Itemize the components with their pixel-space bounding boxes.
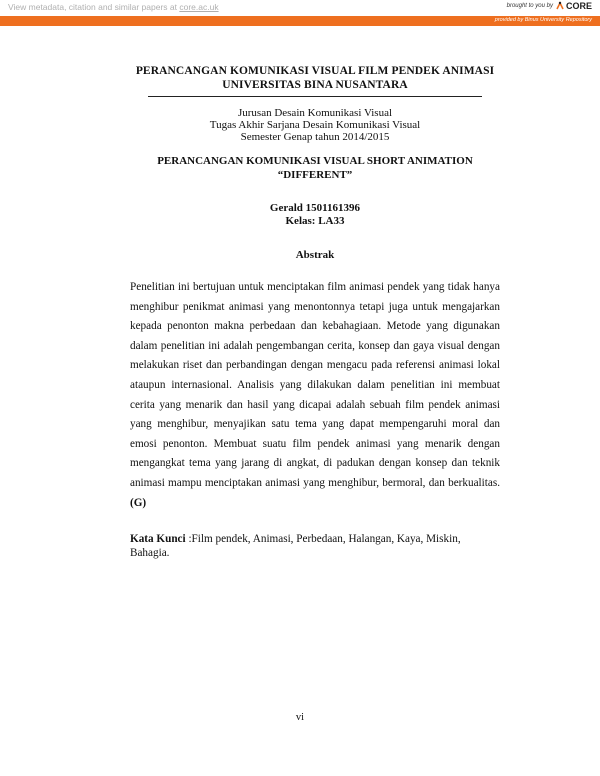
provider-text: provided by Binus University Repository bbox=[494, 17, 592, 23]
keywords bbox=[130, 532, 500, 560]
core-logo[interactable] bbox=[555, 1, 592, 11]
title-divider bbox=[148, 96, 482, 97]
keywords-label: Kata Kunci bbox=[130, 533, 186, 546]
paper-subtitle bbox=[130, 154, 500, 182]
paper-meta bbox=[130, 107, 500, 143]
author-block bbox=[130, 202, 500, 228]
semester-line: Semester Genap tahun 2014/2015 bbox=[240, 131, 390, 143]
provider-bar bbox=[0, 16, 600, 26]
abstract-tag: (G) bbox=[130, 496, 147, 509]
author-class: Kelas: LA33 bbox=[285, 215, 345, 227]
abstract-heading: Abstrak bbox=[295, 249, 335, 261]
brought-to-you-text: brought to you by bbox=[506, 3, 553, 9]
paper-title: PERANCANGAN KOMUNIKASI VISUAL FILM PENDEK ANIMASI UNIVERSITAS BINA NUSANTARA bbox=[135, 65, 495, 91]
abstract-body bbox=[130, 278, 500, 513]
subtitle-line-1: PERANCANGAN KOMUNIKASI VISUAL SHORT ANIMATION bbox=[157, 155, 473, 167]
thesis-line: Tugas Akhir Sarjana Desain Komunikasi Visual bbox=[209, 119, 421, 131]
author-name: Gerald 1501161396 bbox=[269, 202, 361, 214]
core-brand[interactable] bbox=[507, 1, 592, 11]
page-number: vi bbox=[295, 712, 305, 723]
core-logo-text: CORE bbox=[565, 1, 592, 11]
department-line: Jurusan Desain Komunikasi Visual bbox=[237, 107, 393, 119]
core-banner bbox=[0, 0, 600, 16]
subtitle-line-2: “DIFFERENT” bbox=[277, 169, 353, 181]
core-link[interactable]: core.ac.uk bbox=[179, 2, 219, 12]
paper-page bbox=[130, 64, 500, 560]
core-metadata-text: View metadata, citation and similar papers at bbox=[8, 2, 180, 12]
core-logo-icon bbox=[555, 1, 565, 11]
keywords-text: :Film pendek, Animasi, Perbedaan, Halangan, Kaya, Miskin, Bahagia. bbox=[130, 533, 461, 560]
core-metadata-notice bbox=[8, 2, 219, 12]
abstract-text: Penelitian ini bertujuan untuk menciptakan film animasi pendek yang tidak hanya menghibur penikmat animasi yang menontonnya tetapi juga untuk mengajarkan kepada penonton makna perbedaan dan kebahagiaan. Metode yang digunakan dalam penelitian ini adalah pengembangan cerita, konsep dan gaya visual dengan melakukan riset dan perbandingan dengan mengacu pada referensi animasi lokal ataupun internasional. Analisis yang dilakukan dalam penelitian ini membuat cerita yang menarik dan hasil yang dicapai adalah sebuah film pendek animasi yang menghibur, menyajikan satu tema yang dapat mempengaruhi moral dan emosi penonton. Membuat suatu film pendek animasi yang menarik dengan mengangkat tema yang jarang di angkat, di padukan dengan konsep dan teknik animasi mampu menciptakan animasi yang menghibur, bermoral, dan berkualitas. bbox=[130, 281, 500, 489]
